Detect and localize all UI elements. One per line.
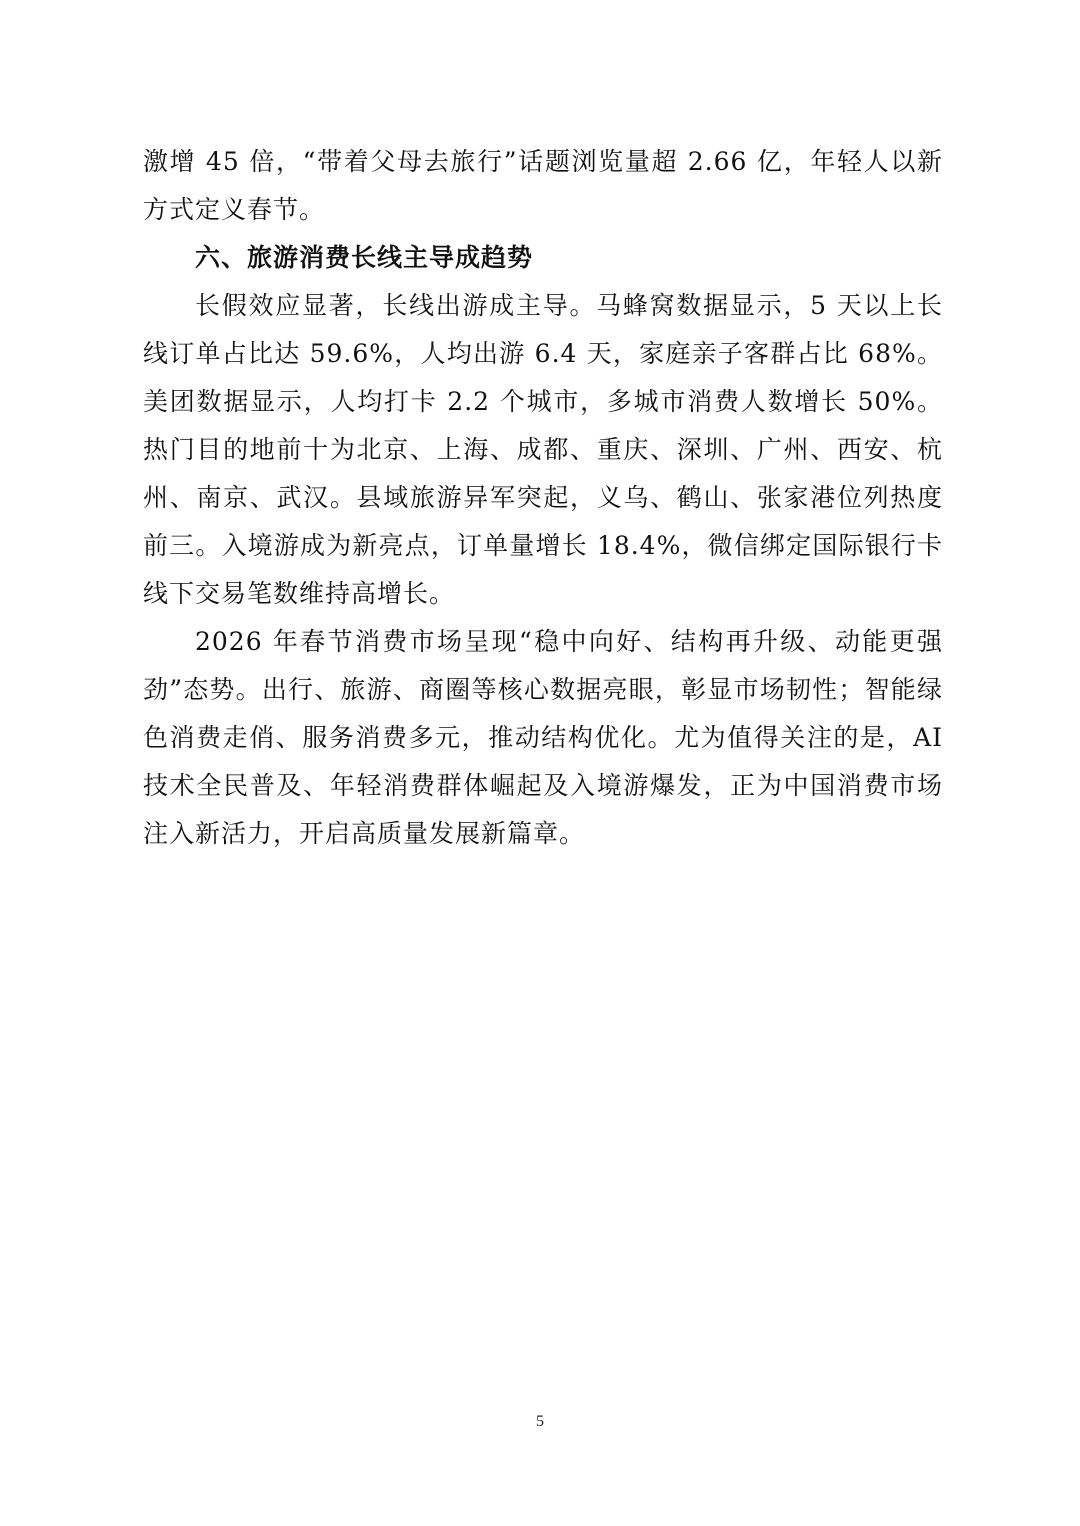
body-paragraph-summary: 2026 年春节消费市场呈现“稳中向好、结构再升级、动能更强劲”态势。出行、旅游、商圈等核心数据亮眼，彰显市场韧性；智能绿色消费走俏、服务消费多元，推动结构优化。尤为值得关注的是，AI 技术全民普及、年轻消费群体崛起及入境游爆发，正为中国消费市场注入新活力，开启高质量发展新篇章。 [143,627,943,848]
section-heading: 六、旅游消费长线主导成趋势 [195,243,534,272]
continuation-paragraph: 激增 45 倍，“带着父母去旅行”话题浏览量超 2.66 亿，年轻人以新方式定义春节。 [143,147,943,224]
body-paragraph-travel: 长假效应显著，长线出游成主导。马蜂窝数据显示，5 天以上长线订单占比达 59.6%，人均出游 6.4 天，家庭亲子客群占比 68%。美团数据显示，人均打卡 2.2 个城市，多城市消费人数增长 50%。热门目的地前十为北京、上海、成都、重庆、深圳、广州、西安、杭州、南京、武汉。县域旅游异军突起，义乌、鹤山、张家港位列热度前三。入境游成为新亮点，订单量增长 18.4%，微信绑定国际银行卡线下交易笔数维持高增长。 [143,291,943,608]
page-number: 5 [536,1413,544,1430]
document-body [143,138,943,858]
